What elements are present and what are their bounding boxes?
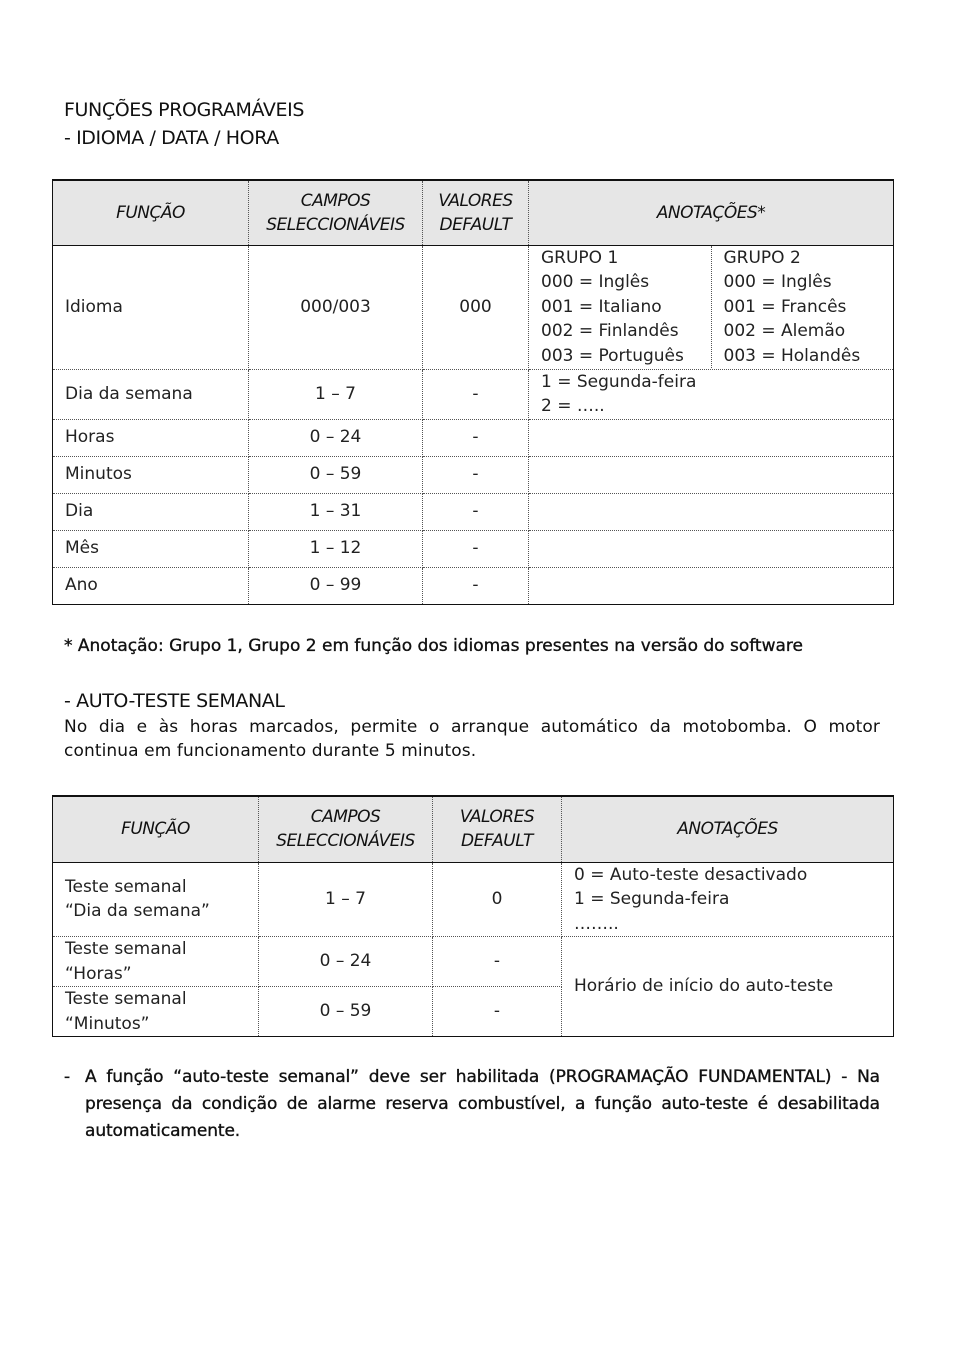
section-title-idioma-data-hora: - IDIOMA / DATA / HORA bbox=[64, 127, 279, 149]
cell-campos: 0 – 24 bbox=[249, 419, 423, 456]
cell-default: - bbox=[423, 456, 529, 493]
cell-default: - bbox=[423, 567, 529, 604]
header-valores: VALORES DEFAULT bbox=[433, 796, 562, 862]
section-description: No dia e às horas marcados, permite o arranque automático da motobomba. O motor continua em funcionamento durante 5 minutos. bbox=[64, 717, 880, 761]
cell-anotacoes: 0 = Auto-teste desactivado 1 = Segunda-feira …….. bbox=[562, 862, 894, 937]
cell-campos: 1 – 31 bbox=[249, 493, 423, 530]
cell-campos: 000/003 bbox=[249, 245, 423, 369]
note-text: A função “auto-teste semanal” deve ser habilitada (PROGRAMAÇÃO FUNDAMENTAL) - Na presença da condição de alarme reserva combustível, a função auto-teste é desabilitada automaticamente. bbox=[85, 1067, 880, 1141]
table-row bbox=[53, 419, 894, 456]
cell-anotacoes-shared: Horário de início do auto-teste bbox=[562, 937, 894, 1037]
footnote-anotacao: * Anotação: Grupo 1, Grupo 2 em função dos idiomas presentes na versão do software bbox=[64, 636, 803, 656]
cell-funcao: Dia bbox=[53, 493, 249, 530]
table-row bbox=[53, 530, 894, 567]
cell-campos: 0 – 24 bbox=[259, 937, 433, 987]
cell-funcao: Ano bbox=[53, 567, 249, 604]
cell-funcao: Teste semanal “Minutos” bbox=[53, 987, 259, 1037]
cell-default: - bbox=[423, 530, 529, 567]
cell-default: - bbox=[423, 369, 529, 419]
table-row bbox=[53, 493, 894, 530]
header-funcao: FUNÇÃO bbox=[53, 180, 249, 245]
cell-default: 0 bbox=[433, 862, 562, 937]
cell-default: - bbox=[423, 419, 529, 456]
grupo-1-list: GRUPO 1 000 = Inglês 001 = Italiano 002 = Finlandês 003 = Português bbox=[541, 246, 712, 369]
cell-default: - bbox=[433, 987, 562, 1037]
grupo-2-list: GRUPO 2 000 = Inglês 001 = Francês 002 = Alemão 003 = Holandês bbox=[723, 247, 861, 366]
header-campos: CAMPOS SELECCIONÁVEIS bbox=[249, 180, 423, 245]
note-list-item bbox=[64, 1064, 880, 1145]
cell-campos: 1 – 7 bbox=[249, 369, 423, 419]
list-dash: - bbox=[64, 1067, 71, 1087]
cell-anotacoes bbox=[529, 567, 894, 604]
cell-default: - bbox=[423, 493, 529, 530]
table-header-row bbox=[53, 180, 894, 245]
cell-funcao: Minutos bbox=[53, 456, 249, 493]
cell-funcao: Idioma bbox=[53, 245, 249, 369]
header-campos: CAMPOS SELECCIONÁVEIS bbox=[259, 796, 433, 862]
cell-default: - bbox=[433, 937, 562, 987]
table-row bbox=[53, 456, 894, 493]
table-row bbox=[53, 369, 894, 419]
cell-anotacoes-grupos bbox=[529, 245, 894, 369]
table-auto-teste bbox=[52, 795, 894, 1037]
table-row bbox=[53, 862, 894, 937]
cell-funcao: Dia da semana bbox=[53, 369, 249, 419]
header-valores: VALORES DEFAULT bbox=[423, 180, 529, 245]
cell-campos: 0 – 59 bbox=[259, 987, 433, 1037]
header-anotacoes: ANOTAÇÕES bbox=[562, 796, 894, 862]
cell-funcao: Teste semanal “Dia da semana” bbox=[53, 862, 259, 937]
cell-default: 000 bbox=[423, 245, 529, 369]
cell-campos: 1 – 7 bbox=[259, 862, 433, 937]
cell-anotacoes bbox=[529, 530, 894, 567]
table-row bbox=[53, 245, 894, 369]
header-funcao: FUNÇÃO bbox=[53, 796, 259, 862]
cell-funcao: Horas bbox=[53, 419, 249, 456]
cell-anotacoes bbox=[529, 456, 894, 493]
cell-anotacoes bbox=[529, 419, 894, 456]
cell-campos: 0 – 59 bbox=[249, 456, 423, 493]
header-anotacoes: ANOTAÇÕES* bbox=[529, 180, 894, 245]
cell-campos: 1 – 12 bbox=[249, 530, 423, 567]
table-idioma-data-hora bbox=[52, 179, 894, 605]
table-row bbox=[53, 937, 894, 987]
cell-campos: 0 – 99 bbox=[249, 567, 423, 604]
cell-anotacoes: 1 = Segunda-feira 2 = ….. bbox=[529, 369, 894, 419]
table-row bbox=[53, 567, 894, 604]
cell-funcao: Teste semanal “Horas” bbox=[53, 937, 259, 987]
section-title-auto-teste: - AUTO-TESTE SEMANAL bbox=[64, 690, 285, 712]
cell-funcao: Mês bbox=[53, 530, 249, 567]
page-title: FUNÇÕES PROGRAMÁVEIS bbox=[64, 99, 304, 121]
cell-anotacoes bbox=[529, 493, 894, 530]
table-header-row bbox=[53, 796, 894, 862]
